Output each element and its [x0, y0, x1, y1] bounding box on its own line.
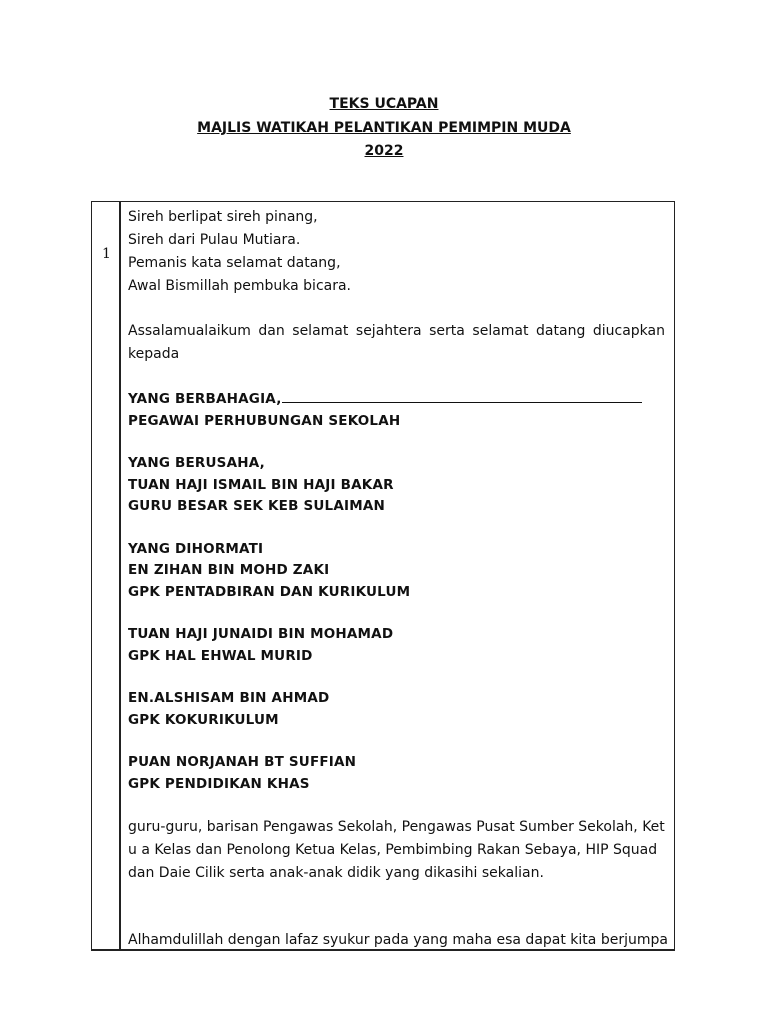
guest-line: TUAN HAJI JUNAIDI BIN MOHAMAD [128, 626, 394, 642]
guest-line: GPK PENTADBIRAN DAN KURIKULUM [128, 583, 411, 600]
guest-line: PEGAWAI PERHUBUNGAN SEKOLAH [128, 412, 401, 429]
pantun-line: Awal Bismillah pembuka bicara. [128, 278, 352, 294]
audience-paragraph: guru-guru, barisan Pengawas Sekolah, Pengawas Pusat Sumber Sekolah, Ketu a Kelas dan Penolong Ketua Kelas, Pembimbing Rakan Sebaya, HIP Squad dan Daie Cilik serta anak-anak didik yang dikasihi sekalian. [128, 819, 665, 881]
guest-line: GPK HAL EHWAL MURID [128, 647, 313, 664]
guest-line: EN ZIHAN BIN MOHD ZAKI [128, 562, 330, 578]
greeting-paragraph: Assalamualaikum dan selamat sejahtera serta selamat datang diucapkan kepada [128, 323, 665, 362]
guest-line: YANG BERBAHAGIA, [128, 388, 665, 411]
guest-line: PUAN NORJANAH BT SUFFIAN [128, 754, 357, 770]
doc-title: TEKS UCAPAN [329, 96, 439, 112]
guest-line: TUAN HAJI ISMAIL BIN HAJI BAKAR [128, 476, 394, 493]
pantun-line: Pemanis kata selamat datang, [128, 255, 341, 271]
signature-blank-line [282, 388, 642, 403]
pantun-line: Sireh dari Pulau Mutiara. [128, 232, 301, 248]
guest-line: GURU BESAR SEK KEB SULAIMAN [128, 498, 385, 514]
row-number: 1 [102, 246, 111, 262]
guest-line: EN.ALSHISAM BIN AHMAD [128, 690, 330, 706]
closing-line: Alhamdulillah dengan lafaz syukur pada yang maha esa dapat kita berjumpa [128, 932, 668, 948]
doc-year: 2022 [364, 143, 404, 159]
guest-line: YANG BERUSAHA, [128, 455, 265, 471]
speech-table [91, 201, 675, 951]
guest-line: GPK KOKURIKULUM [128, 711, 279, 728]
speech-content [128, 206, 668, 952]
guest-line: YANG DIHORMATI [128, 540, 264, 557]
row-number-column [92, 202, 121, 949]
guest-line: GPK PENDIDIKAN KHAS [128, 775, 310, 792]
doc-subtitle: MAJLIS WATIKAH PELANTIKAN PEMIMPIN MUDA [197, 120, 571, 136]
pantun-line: Sireh berlipat sireh pinang, [128, 209, 318, 225]
